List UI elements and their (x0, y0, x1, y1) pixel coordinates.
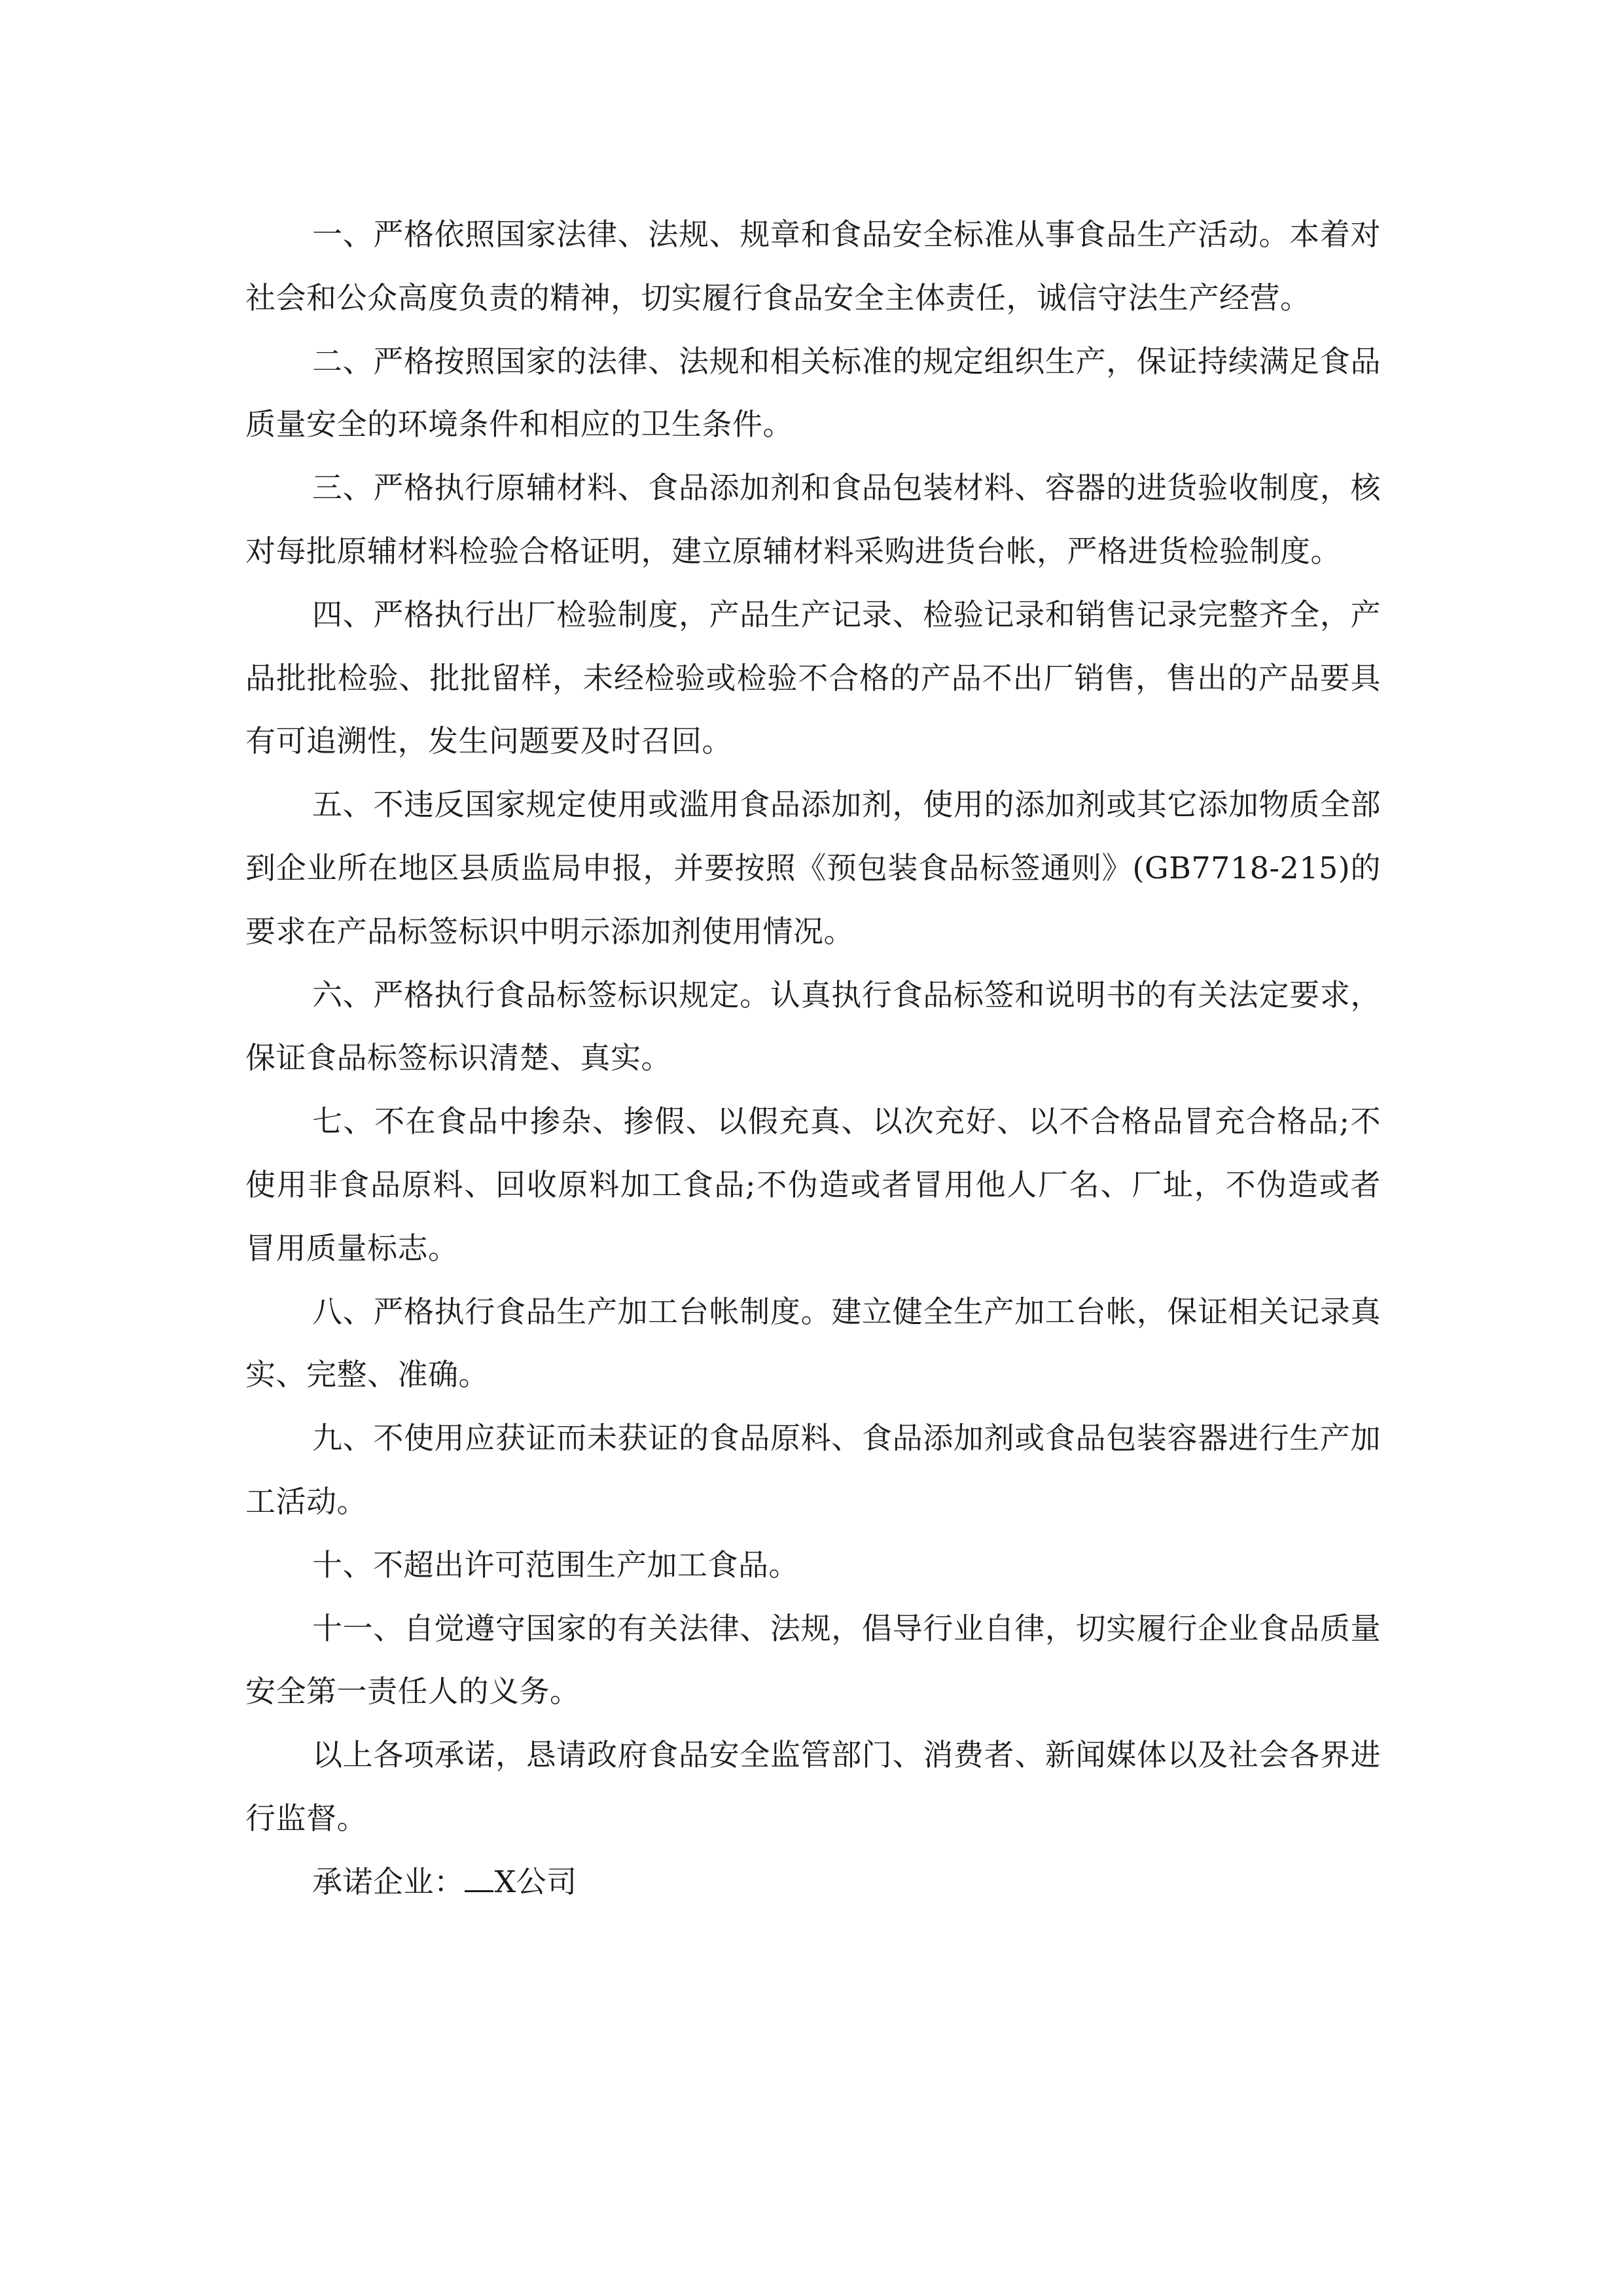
signature-line (245, 1850, 1381, 1914)
signature-blank (465, 1864, 493, 1892)
closing-statement: 以上各项承诺，恳请政府食品安全监管部门、消费者、新闻媒体以及社会各界进行监督。 (245, 1737, 1381, 1836)
clause-11: 十一、自觉遵守国家的有关法律、法规，倡导行业自律，切实履行企业食品质量安全第一责任人的义务。 (245, 1610, 1381, 1710)
clause-6: 六、严格执行食品标签标识规定。认真执行食品标签和说明书的有关法定要求，保证食品标签标识清楚、真实。 (245, 977, 1381, 1076)
clause-2: 二、严格按照国家的法律、法规和相关标准的规定组织生产，保证持续满足食品质量安全的环境条件和相应的卫生条件。 (245, 343, 1381, 442)
clause-4: 四、严格执行出厂检验制度，产品生产记录、检验记录和销售记录完整齐全，产品批批检验、批批留样，未经检验或检验不合格的产品不出厂销售，售出的产品要具有可追溯性，发生问题要及时召回。 (245, 596, 1381, 759)
clause-7: 七、不在食品中掺杂、掺假、以假充真、以次充好、以不合格品冒充合格品;不使用非食品原料、回收原料加工食品;不伪造或者冒用他人厂名、厂址，不伪造或者冒用质量标志。 (245, 1103, 1381, 1266)
clause-5: 五、不违反国家规定使用或滥用食品添加剂，使用的添加剂或其它添加物质全部到企业所在地区县质监局申报，并要按照《预包装食品标签通则》(GB7718-215)的要求在产品标签标识中明示添加剂使用情况。 (245, 787, 1381, 949)
signature-label: 承诺企业： (312, 1863, 465, 1899)
document-body (245, 203, 1381, 1914)
clause-3: 三、严格执行原辅材料、食品添加剂和食品包装材料、容器的进货验收制度，核对每批原辅材料检验合格证明，建立原辅材料采购进货台帐，严格进货检验制度。 (245, 470, 1381, 569)
signature-company: X公司 (494, 1863, 577, 1899)
clause-8: 八、严格执行食品生产加工台帐制度。建立健全生产加工台帐，保证相关记录真实、完整、准确。 (245, 1293, 1381, 1393)
clause-1: 一、严格依照国家法律、法规、规章和食品安全标准从事食品生产活动。本着对社会和公众高度负责的精神，切实履行食品安全主体责任，诚信守法生产经营。 (245, 217, 1381, 315)
clause-9: 九、不使用应获证而未获证的食品原料、食品添加剂或食品包装容器进行生产加工活动。 (245, 1420, 1381, 1519)
clause-10: 十、不超出许可范围生产加工食品。 (312, 1547, 799, 1583)
